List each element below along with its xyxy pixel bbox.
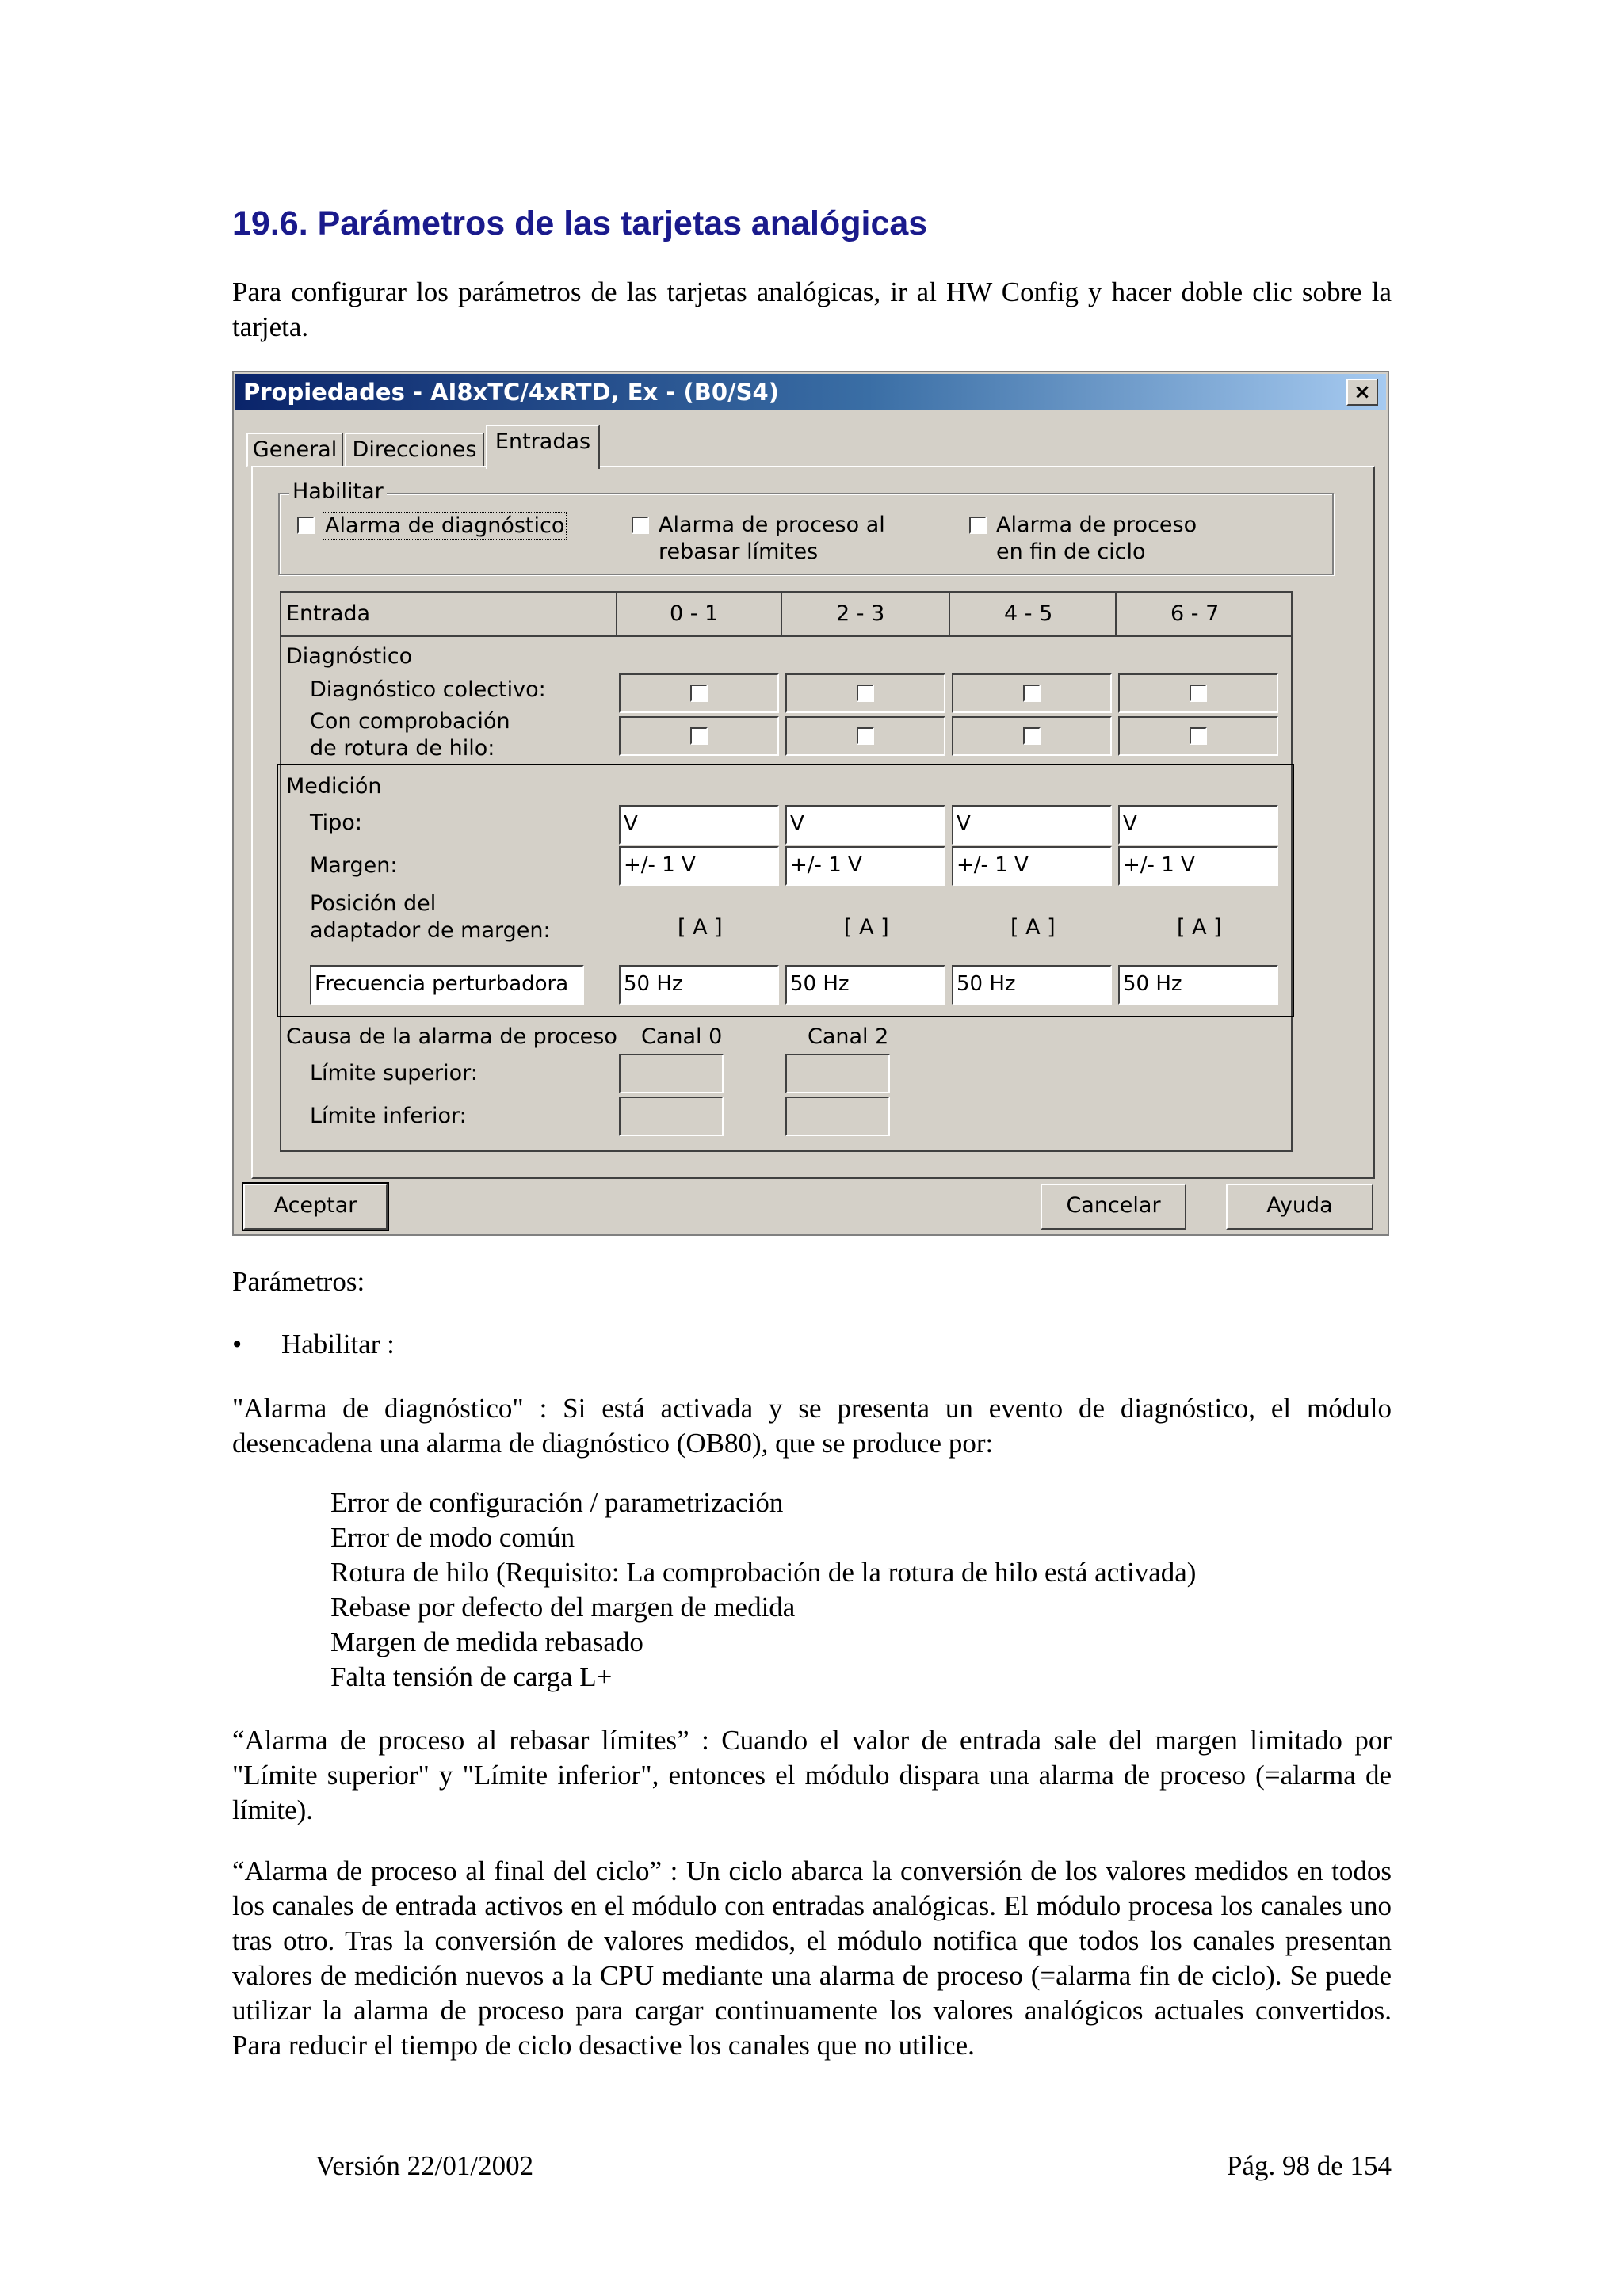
diag-colectivo-cell[interactable] xyxy=(952,673,1112,713)
posicion-value: [ A ] xyxy=(1010,915,1056,940)
rotura-checkbox[interactable] xyxy=(857,727,874,745)
list-item: Rebase por defecto del margen de medida xyxy=(330,1592,796,1623)
bullet-text: Habilitar : xyxy=(281,1329,395,1360)
alarma-ciclo-label-1: Alarma de proceso xyxy=(996,513,1197,537)
col-header-4-5: 4 - 5 xyxy=(1004,601,1053,626)
alarma-ciclo-label-2: en fin de ciclo xyxy=(996,540,1146,564)
alarma-diagnostico-label[interactable]: Alarma de diagnóstico xyxy=(323,512,567,540)
alarma-limites-label-2: rebasar límites xyxy=(659,540,819,564)
section-heading: 19.6. Parámetros de las tarjetas analógicas xyxy=(232,204,928,242)
table-header-divider xyxy=(280,635,1293,637)
margen-field[interactable]: +/- 1 V xyxy=(952,846,1112,886)
col-header-0-1: 0 - 1 xyxy=(670,601,719,626)
frecuencia-field[interactable]: 50 Hz xyxy=(619,965,779,1005)
alarma-ciclo-paragraph: “Alarma de proceso al final del ciclo” : Un ciclo abarca la conversión de los valores medidos en todos los canales de entrada activos en el módulo con entradas analógicas. El módulo procesa los canales uno tras otro. Tras la conversión de valores medidos, el módulo notifica que todos los canales presentan valores de medición nuevos a la CPU mediante una alarma de proceso (=alarma fin de ciclo). Se puede utilizar la alarma de proceso para cargar continuamente los valores analógicos actuales convertidos. Para reducir el tiempo de ciclo desactive los canales que no utilice. xyxy=(232,1855,1392,2061)
rotura-label-1: Con comprobación xyxy=(310,709,510,734)
footer-version: Versión 22/01/2002 xyxy=(315,2150,534,2181)
frecuencia-field[interactable]: 50 Hz xyxy=(785,965,945,1005)
limite-inferior-label: Límite inferior: xyxy=(310,1104,467,1128)
tab-general[interactable]: General xyxy=(246,433,343,467)
limite-superior-label: Límite superior: xyxy=(310,1061,478,1085)
frecuencia-field[interactable]: 50 Hz xyxy=(1118,965,1278,1005)
frecuencia-field[interactable]: 50 Hz xyxy=(952,965,1112,1005)
margen-field[interactable]: +/- 1 V xyxy=(619,846,779,886)
diag-colectivo-cell[interactable] xyxy=(785,673,945,713)
margen-label: Margen: xyxy=(310,853,398,878)
col-divider xyxy=(781,591,782,637)
causes-list xyxy=(330,1486,1196,1695)
tipo-field[interactable]: V xyxy=(619,805,779,845)
posicion-label-1: Posición del xyxy=(310,891,437,916)
list-item: Margen de medida rebasado xyxy=(330,1627,643,1657)
diag-colectivo-label: Diagnóstico colectivo: xyxy=(310,677,546,702)
col-divider xyxy=(1115,591,1117,637)
col-divider xyxy=(949,591,950,637)
diagnostico-heading: Diagnóstico xyxy=(286,644,413,669)
list-item: Falta tensión de carga L+ xyxy=(330,1661,613,1692)
habilitar-title: Habilitar xyxy=(289,480,387,504)
alarma-limites-checkbox[interactable] xyxy=(632,517,649,534)
diag-colectivo-checkbox[interactable] xyxy=(857,685,874,702)
cancelar-button[interactable]: Cancelar xyxy=(1041,1184,1186,1230)
rotura-cell[interactable] xyxy=(619,716,779,756)
rotura-checkbox[interactable] xyxy=(690,727,708,745)
entrada-header: Entrada xyxy=(286,601,371,626)
rotura-checkbox[interactable] xyxy=(1190,727,1207,745)
posicion-value: [ A ] xyxy=(844,915,889,940)
list-item: Error de configuración / parametrización xyxy=(330,1487,784,1518)
diag-colectivo-checkbox[interactable] xyxy=(1190,685,1207,702)
footer-page-number: Pág. 98 de 154 xyxy=(1226,2150,1392,2181)
medicion-heading: Medición xyxy=(286,774,382,799)
limite-superior-canal0 xyxy=(619,1054,724,1093)
tipo-field[interactable]: V xyxy=(1118,805,1278,845)
list-item: Rotura de hilo (Requisito: La comprobación de la rotura de hilo está activada) xyxy=(330,1557,1197,1588)
col-header-2-3: 2 - 3 xyxy=(836,601,885,626)
ayuda-button[interactable]: Ayuda xyxy=(1226,1184,1373,1230)
rotura-cell[interactable] xyxy=(785,716,945,756)
col-divider xyxy=(616,591,617,637)
col-header-6-7: 6 - 7 xyxy=(1170,601,1220,626)
aceptar-button[interactable]: Aceptar xyxy=(243,1184,388,1230)
intro-paragraph: Para configurar los parámetros de las tarjetas analógicas, ir al HW Config y hacer doble clic sobre la tarjeta. xyxy=(232,277,1392,342)
alarma-limites-label-1: Alarma de proceso al xyxy=(659,513,885,537)
causa-heading: Causa de la alarma de proceso xyxy=(286,1024,617,1049)
diag-colectivo-cell[interactable] xyxy=(619,673,779,713)
close-button[interactable]: × xyxy=(1346,379,1378,406)
margen-field[interactable]: +/- 1 V xyxy=(1118,846,1278,886)
tipo-label: Tipo: xyxy=(310,810,362,835)
diag-colectivo-checkbox[interactable] xyxy=(690,685,708,702)
diag-colectivo-cell[interactable] xyxy=(1118,673,1278,713)
canal2-header: Canal 2 xyxy=(808,1024,889,1049)
dialog-titlebar xyxy=(235,374,1386,410)
bullet-glyph: • xyxy=(232,1329,242,1360)
alarma-diagnostico-checkbox[interactable] xyxy=(297,517,315,534)
frecuencia-label-field: Frecuencia perturbadora xyxy=(310,965,584,1005)
tab-direcciones[interactable]: Direcciones xyxy=(345,433,484,467)
rotura-label-2: de rotura de hilo: xyxy=(310,736,495,761)
diag-colectivo-checkbox[interactable] xyxy=(1023,685,1041,702)
limite-inferior-canal2 xyxy=(785,1097,890,1136)
limite-superior-canal2 xyxy=(785,1054,890,1093)
rotura-checkbox[interactable] xyxy=(1023,727,1041,745)
posicion-label-2: adaptador de margen: xyxy=(310,918,551,943)
posicion-value: [ A ] xyxy=(1177,915,1222,940)
margen-field[interactable]: +/- 1 V xyxy=(785,846,945,886)
properties-dialog xyxy=(232,371,1389,1236)
alarma-diagnostico-paragraph: "Alarma de diagnóstico" : Si está activada y se presenta un evento de diagnóstico, el módulo desencadena una alarma de diagnóstico (OB80), que se produce por: xyxy=(232,1393,1392,1459)
tab-entradas[interactable]: Entradas xyxy=(486,425,600,469)
rotura-cell[interactable] xyxy=(952,716,1112,756)
limite-inferior-canal0 xyxy=(619,1097,724,1136)
rotura-cell[interactable] xyxy=(1118,716,1278,756)
list-item: Error de modo común xyxy=(330,1522,575,1553)
posicion-value: [ A ] xyxy=(678,915,723,940)
canal0-header: Canal 0 xyxy=(641,1024,723,1049)
alarma-ciclo-checkbox[interactable] xyxy=(969,517,987,534)
alarma-limites-paragraph: “Alarma de proceso al rebasar límites” : Cuando el valor de entrada sale del margen limitado por "Límite superior" y "Límite inferior", entonces el módulo dispara una alarma de proceso (=alarma de límite). xyxy=(232,1725,1392,1825)
dialog-title: Propiedades - AI8xTC/4xRTD, Ex - (B0/S4) xyxy=(243,379,779,406)
tipo-field[interactable]: V xyxy=(952,805,1112,845)
tipo-field[interactable]: V xyxy=(785,805,945,845)
parametros-heading: Parámetros: xyxy=(232,1266,365,1297)
